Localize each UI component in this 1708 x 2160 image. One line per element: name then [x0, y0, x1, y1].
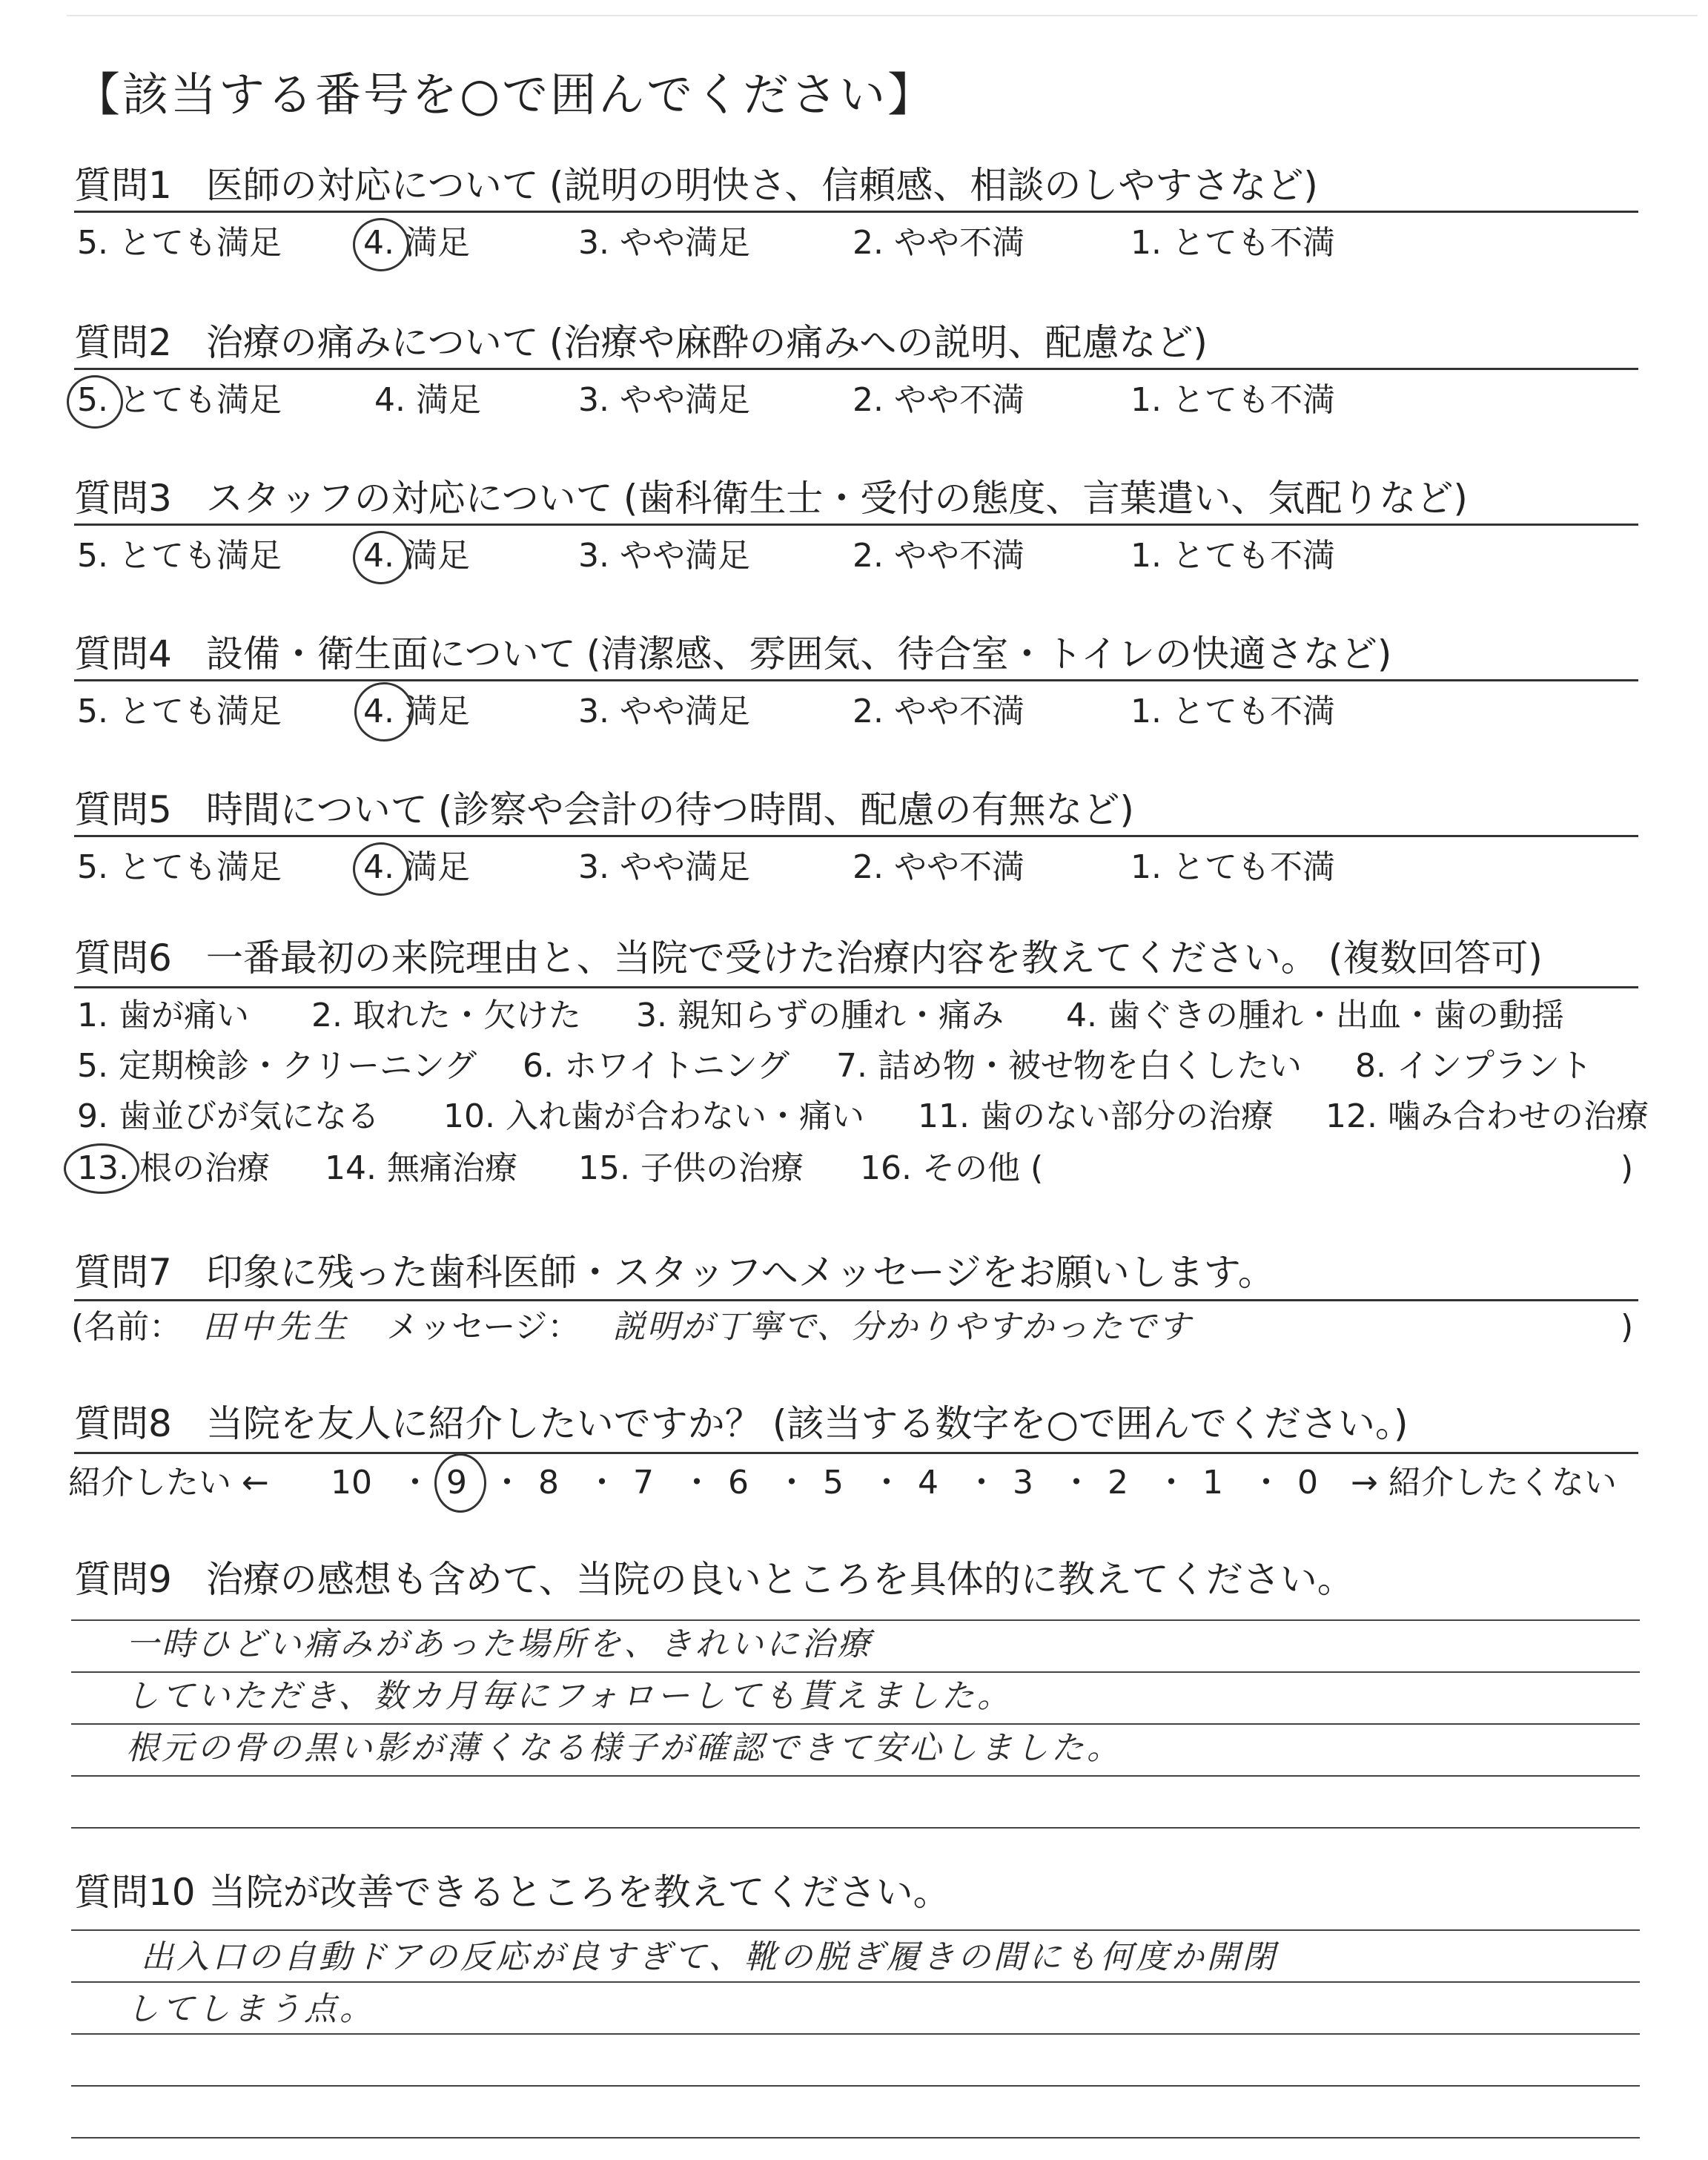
- q7-message-line: [71, 1307, 1192, 1348]
- q9-answer-line[interactable]: 根元の骨の黒い影が薄くなる様子が確認できて安心しました。: [126, 1729, 1122, 1767]
- q8-dot: ・: [681, 1464, 713, 1502]
- q5-option-2[interactable]: 2. やや不満: [853, 848, 1025, 886]
- q2-number: 質問2: [74, 321, 172, 364]
- q9-answer-rule: [71, 1619, 1640, 1621]
- q6-option-8[interactable]: 8. インプラント: [1355, 1047, 1592, 1085]
- q6-option-12[interactable]: 12. 噛み合わせの治療: [1325, 1097, 1649, 1135]
- q10-number: 質問10: [74, 1871, 196, 1914]
- q4-number: 質問4: [74, 633, 172, 676]
- q8-text: 当院を友人に紹介したいですか？: [205, 1402, 762, 1445]
- q1-text: 医師の対応について: [205, 164, 539, 207]
- q5-number: 質問5: [74, 788, 172, 831]
- q1-option-3[interactable]: 3. やや満足: [578, 224, 750, 262]
- q3-option-1[interactable]: 1. とても不満: [1131, 537, 1335, 575]
- q2-option-5-circled[interactable]: 5. とても満足: [77, 380, 282, 421]
- q7-close-paren: ): [1621, 1308, 1634, 1346]
- q9-answer-rule: [71, 1827, 1640, 1829]
- q6-option-7[interactable]: 7. 詰め物・被せ物を白くしたい: [836, 1047, 1302, 1085]
- q8-dot: ・: [399, 1464, 431, 1502]
- q4-option-1[interactable]: 1. とても不満: [1131, 693, 1335, 730]
- q7-rule: [74, 1299, 1638, 1301]
- q6-option-10[interactable]: 10. 入れ歯が合わない・痛い: [443, 1097, 864, 1135]
- q8-scale-9-circled[interactable]: 9: [446, 1462, 467, 1504]
- q7-name-value[interactable]: 田中先生: [202, 1308, 351, 1346]
- q8-dot: ・: [1250, 1464, 1282, 1502]
- q3-option-2[interactable]: 2. やや不満: [853, 537, 1025, 575]
- q8-dot: ・: [870, 1464, 903, 1502]
- q8-scale-10[interactable]: 10: [331, 1464, 372, 1502]
- q1-number: 質問1: [74, 164, 172, 207]
- q4-title: [74, 632, 1391, 676]
- q6-option-15[interactable]: 15. 子供の治療: [578, 1149, 804, 1187]
- q8-left-label: 紹介したい ←: [68, 1464, 269, 1502]
- q2-rule: [74, 368, 1638, 370]
- q4-rule: [74, 679, 1638, 681]
- q6-note: (複数回答可): [1328, 937, 1543, 980]
- q3-rule: [74, 524, 1638, 526]
- q6-title: [74, 936, 1543, 980]
- q9-number: 質問9: [74, 1558, 172, 1601]
- q6-option-4[interactable]: 4. 歯ぐきの腫れ・出血・歯の動揺: [1066, 997, 1564, 1034]
- q6-option-9[interactable]: 9. 歯並びが気になる: [77, 1097, 380, 1135]
- q10-answer-rule: [71, 1981, 1640, 1983]
- q6-close-paren: ): [1621, 1149, 1634, 1187]
- q5-option-4-circled[interactable]: 4. 満足: [363, 847, 470, 888]
- q3-option-5[interactable]: 5. とても満足: [77, 537, 282, 575]
- q3-option-4-circled[interactable]: 4. 満足: [363, 535, 470, 577]
- q2-option-2[interactable]: 2. やや不満: [853, 381, 1025, 419]
- q6-rule: [74, 986, 1638, 988]
- q10-answer-line[interactable]: 出入口の自動ドアの反応が良すぎて、靴の脱ぎ履きの間にも何度か開閉: [141, 1938, 1278, 1976]
- q8-scale-0[interactable]: 0: [1297, 1464, 1318, 1502]
- q9-title: [74, 1557, 1365, 1602]
- q7-message-value[interactable]: 説明が丁寧で、分かりやすかったです: [612, 1308, 1192, 1346]
- q6-option-5[interactable]: 5. 定期検診・クリーニング: [77, 1047, 477, 1085]
- q10-text: 当院が改善できるところを教えてください。: [208, 1871, 950, 1914]
- q2-note: (治療や麻酔の痛みへの説明、配慮など): [549, 321, 1208, 364]
- q5-option-5[interactable]: 5. とても満足: [77, 848, 282, 886]
- q3-note: (歯科衛生士・受付の態度、言葉遣い、気配りなど): [623, 477, 1468, 520]
- q7-text: 印象に残った歯科医師・スタッフへメッセージをお願いします。: [205, 1251, 1275, 1294]
- q3-option-3[interactable]: 3. やや満足: [578, 537, 750, 575]
- q8-scale-6[interactable]: 6: [728, 1464, 749, 1502]
- q10-title: [74, 1870, 961, 1915]
- q4-option-5[interactable]: 5. とても満足: [77, 693, 282, 730]
- q2-title: [74, 320, 1208, 365]
- q8-dot: ・: [965, 1464, 998, 1502]
- q8-dot: ・: [775, 1464, 808, 1502]
- q10-answer-rule: [71, 1929, 1640, 1931]
- q9-answer-rule: [71, 1671, 1640, 1673]
- q6-option-6[interactable]: 6. ホワイトニング: [523, 1047, 790, 1085]
- q6-option-16[interactable]: 16. その他 (: [860, 1149, 1044, 1187]
- q1-option-2[interactable]: 2. やや不満: [853, 224, 1025, 262]
- q5-note: (診察や会計の待つ時間、配慮の有無など): [437, 788, 1134, 831]
- q1-option-4-circled[interactable]: 4. 満足: [363, 222, 470, 264]
- q5-option-3[interactable]: 3. やや満足: [578, 848, 750, 886]
- q3-title: [74, 476, 1468, 521]
- q10-answer-rule: [71, 2137, 1640, 2138]
- q9-answer-rule: [71, 1723, 1640, 1725]
- page-top-rule: [67, 15, 1698, 16]
- q6-option-3[interactable]: 3. 親知らずの腫れ・痛み: [636, 997, 1004, 1034]
- q4-option-3[interactable]: 3. やや満足: [578, 693, 750, 730]
- q9-answer-rule: [71, 1775, 1640, 1777]
- q8-scale-3[interactable]: 3: [1013, 1464, 1033, 1502]
- q8-scale-8[interactable]: 8: [538, 1464, 559, 1502]
- q6-option-13-circled[interactable]: 13. 根の治療: [77, 1148, 270, 1189]
- q8-scale-2[interactable]: 2: [1108, 1464, 1128, 1502]
- q6-option-11[interactable]: 11. 歯のない部分の治療: [918, 1097, 1274, 1135]
- q4-option-4-circled[interactable]: 4. 満足: [363, 691, 470, 733]
- q8-number: 質問8: [74, 1402, 172, 1445]
- q10-answer-rule: [71, 2085, 1640, 2087]
- q5-text: 時間について: [205, 788, 428, 831]
- q8-note: (該当する数字を○で囲んでください。): [772, 1402, 1409, 1445]
- q7-number: 質問7: [74, 1251, 172, 1294]
- q8-dot: ・: [1060, 1464, 1093, 1502]
- q8-scale-1[interactable]: 1: [1202, 1464, 1223, 1502]
- q3-text: スタッフの対応について: [205, 477, 613, 520]
- q3-number: 質問3: [74, 477, 172, 520]
- q2-option-4[interactable]: 4. 満足: [374, 381, 481, 419]
- q4-note: (清潔感、雰囲気、待合室・トイレの快適さなど): [586, 633, 1392, 676]
- q1-option-1[interactable]: 1. とても不満: [1131, 224, 1335, 262]
- page-title: 【該当する番号を○で囲んでください】: [74, 67, 936, 122]
- q5-rule: [74, 835, 1638, 837]
- q8-scale-7[interactable]: 7: [633, 1464, 654, 1502]
- q9-answer-line[interactable]: 一時ひどい痛みがあった場所を、きれいに治療: [126, 1625, 873, 1663]
- q6-text: 一番最初の来院理由と、当院で受けた治療内容を教えてください。: [205, 937, 1318, 980]
- q2-option-1[interactable]: 1. とても不満: [1131, 381, 1335, 419]
- q10-answer-rule: [71, 2033, 1640, 2035]
- q2-text: 治療の痛みについて: [205, 321, 539, 364]
- q8-title: [74, 1401, 1408, 1446]
- q9-text: 治療の感想も含めて、当院の良いところを具体的に教えてください。: [205, 1558, 1354, 1601]
- q1-note: (説明の明快さ、信頼感、相談のしやすさなど): [549, 164, 1318, 207]
- q7-name-label: (名前：: [71, 1308, 182, 1346]
- q4-option-2[interactable]: 2. やや不満: [853, 693, 1025, 730]
- q6-option-14[interactable]: 14. 無痛治療: [325, 1149, 517, 1187]
- q6-option-1[interactable]: 1. 歯が痛い: [77, 997, 249, 1034]
- q7-title: [74, 1250, 1285, 1295]
- q6-number: 質問6: [74, 937, 172, 980]
- q5-title: [74, 787, 1134, 832]
- q4-text: 設備・衛生面について: [205, 633, 576, 676]
- q6-option-2[interactable]: 2. 取れた・欠けた: [311, 997, 581, 1034]
- q1-option-5[interactable]: 5. とても満足: [77, 224, 282, 262]
- q8-scale-4[interactable]: 4: [918, 1464, 939, 1502]
- q2-option-3[interactable]: 3. やや満足: [578, 381, 750, 419]
- q7-message-label: メッセージ：: [386, 1308, 580, 1346]
- q5-option-1[interactable]: 1. とても不満: [1131, 848, 1335, 886]
- q8-dot: ・: [586, 1464, 618, 1502]
- q8-scale-5[interactable]: 5: [823, 1464, 844, 1502]
- q10-answer-line[interactable]: してしまう点。: [126, 1990, 375, 2028]
- q8-dot: ・: [1155, 1464, 1188, 1502]
- q9-answer-line[interactable]: していただき、数カ月毎にフォローしても貰えました。: [126, 1677, 1013, 1715]
- q1-title: [74, 163, 1318, 208]
- q8-right-label: → 紹介したくない: [1351, 1464, 1617, 1502]
- q8-rule: [74, 1452, 1638, 1454]
- q8-dot: ・: [491, 1464, 523, 1502]
- q1-rule: [74, 211, 1638, 213]
